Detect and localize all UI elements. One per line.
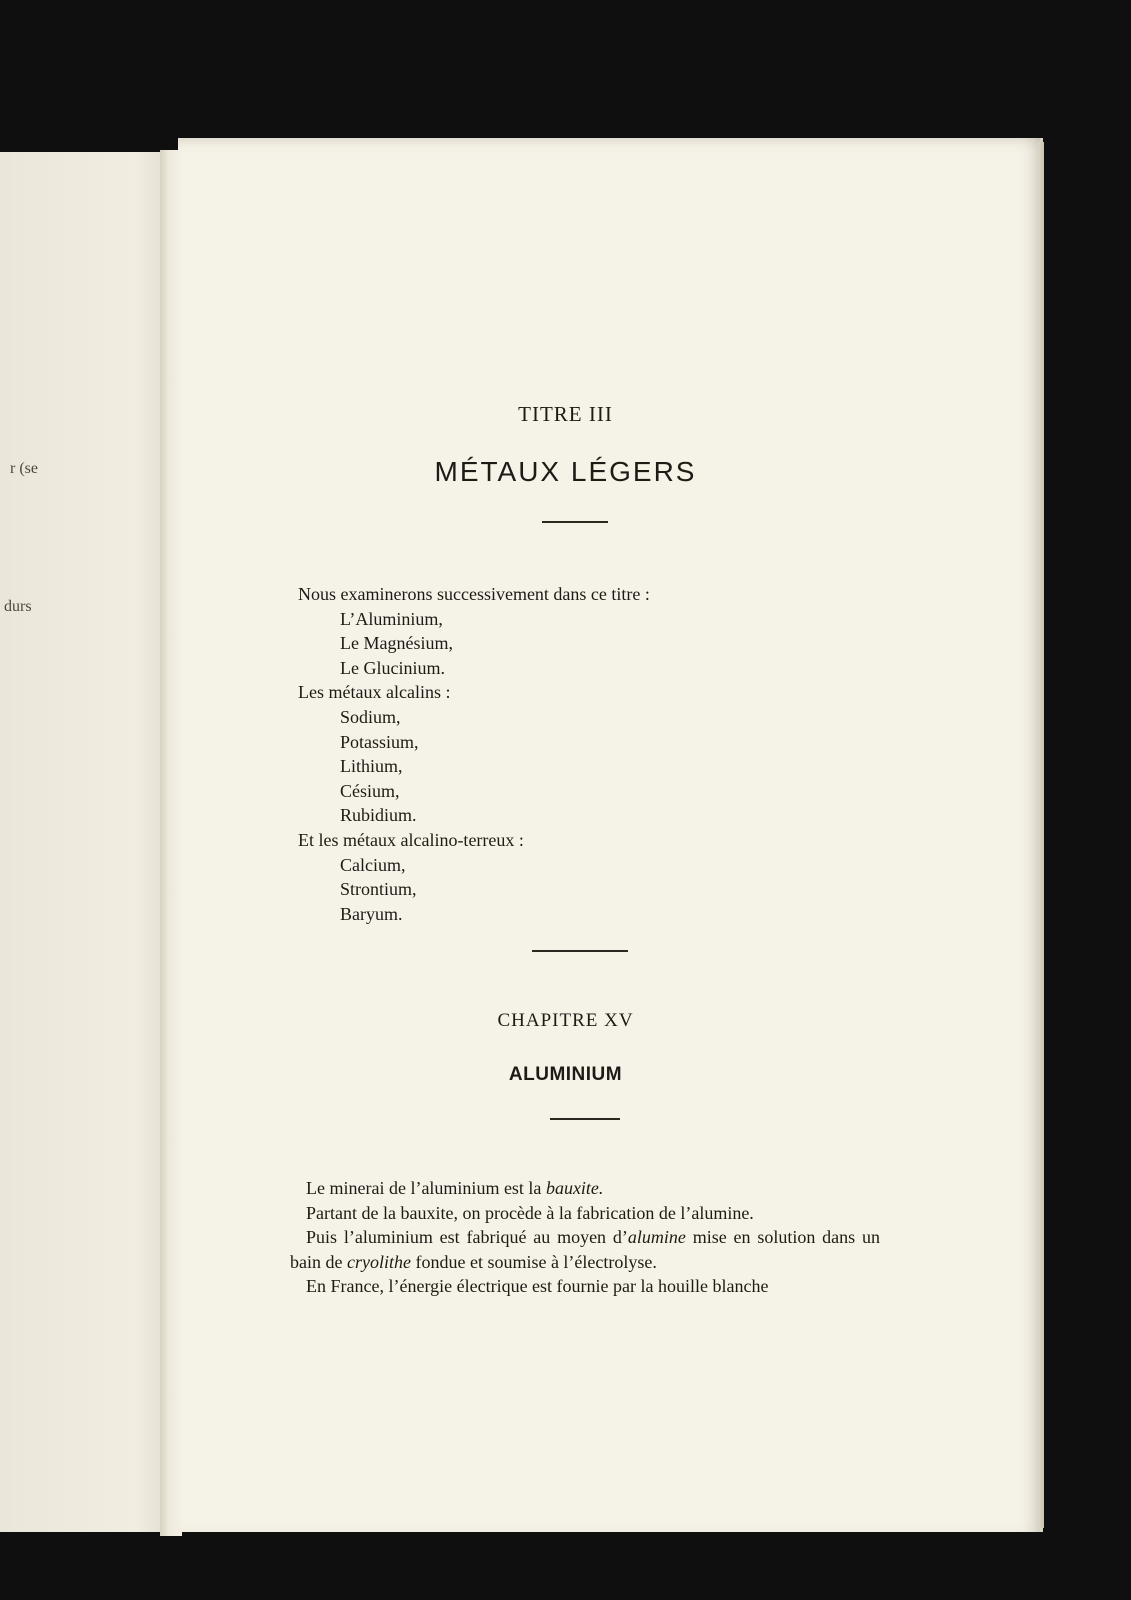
group-lead: Et les métaux alcalino-terreux : [298,829,524,850]
chapter-label: CHAPITRE XV [497,1010,634,1031]
metal-item: Baryum. [340,903,403,924]
metal-item: Rubidium. [340,805,417,826]
metal-item: Lithium, [340,756,403,777]
metal-item: L’Aluminium, [340,608,443,629]
metal-item: Césium, [340,780,400,801]
paragraph: Partant de la bauxite, on procède à la fabrication de l’alumine. [306,1202,754,1223]
divider-rule [542,521,608,523]
chapter-body [290,1176,880,1299]
titre-heading: MÉTAUX LÉGERS [434,456,697,487]
metal-item: Potassium, [340,731,419,752]
metal-item: Calcium, [340,854,406,875]
facing-page [0,152,170,1532]
metal-item: Strontium, [340,879,417,900]
group-lead: Les métaux alcalins : [298,682,451,703]
metal-item: Le Magnésium, [340,633,453,654]
chapter-heading: ALUMINIUM [508,1064,623,1085]
paragraph: En France, l’énergie électrique est fournie par la houille blanche [306,1276,769,1296]
intro-lead: Nous examinerons successivement dans ce titre : [298,584,650,604]
titre-label: TITRE III [518,402,613,426]
metal-item: Le Glucinium. [340,657,445,678]
page-edge [1038,142,1044,1528]
paragraph: Le minerai de l’aluminium est la bauxite. [306,1178,604,1198]
facing-page-fragment: durs [4,598,32,615]
facing-page-fragment: r (se [10,460,38,477]
divider-rule [532,950,628,952]
intro-list [298,582,650,926]
metal-item: Sodium, [340,706,401,727]
divider-rule [550,1118,620,1120]
paragraph: Puis l’aluminium est fabriqué au moyen d’alumine mise en solution dans un bain de cryolithe fondue et soumise à l’électrolyse. [290,1227,880,1272]
